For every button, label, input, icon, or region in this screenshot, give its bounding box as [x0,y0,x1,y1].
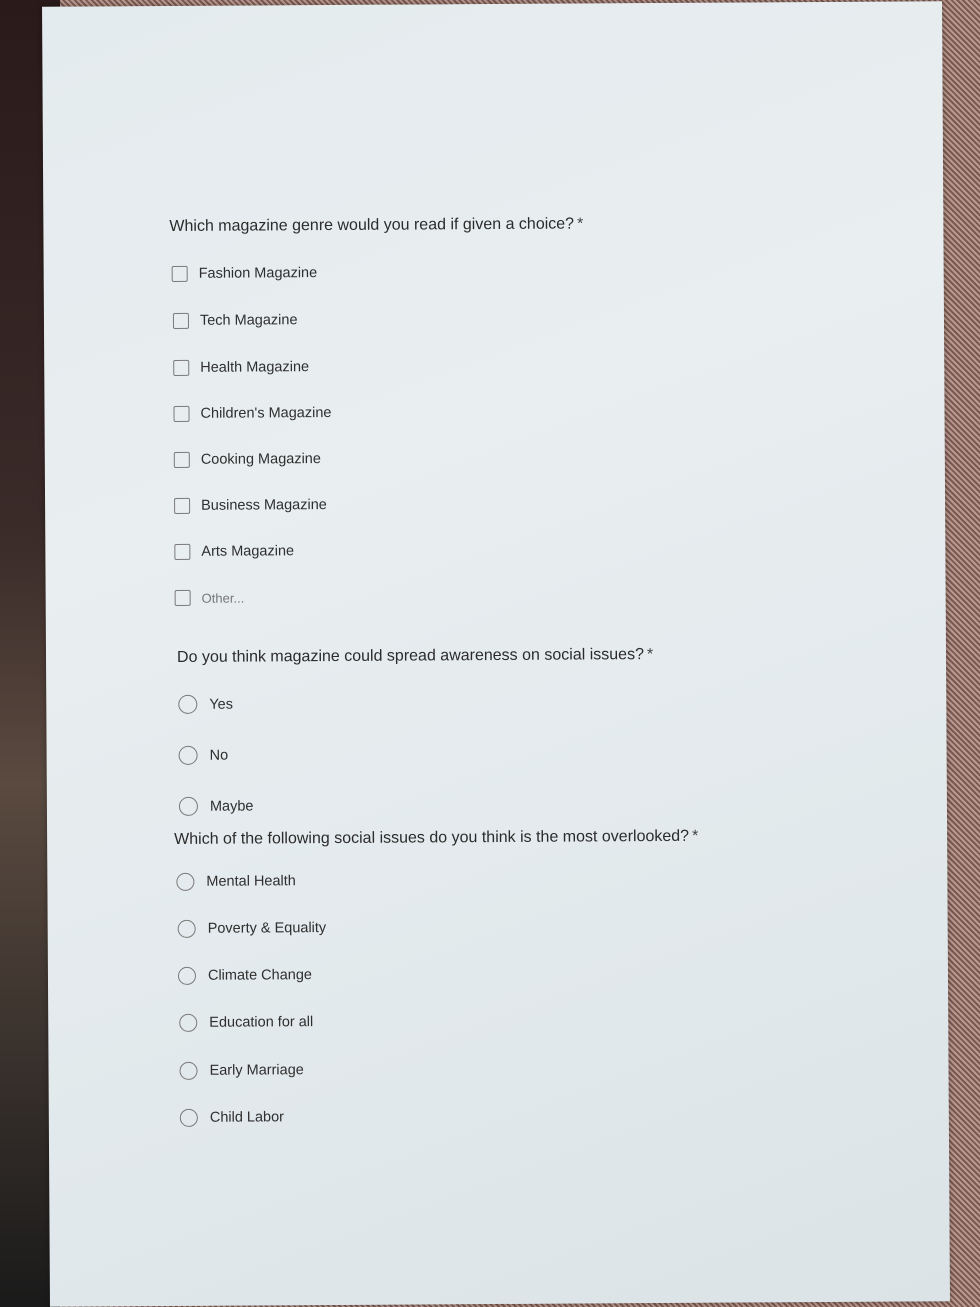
option-label: Mental Health [206,873,296,890]
checkbox-icon[interactable] [175,590,191,606]
option-label: Poverty & Equality [207,920,327,937]
radio-option[interactable] [178,695,233,714]
radio-option[interactable] [178,966,312,985]
radio-option[interactable] [179,796,254,815]
option-label: Other... [201,590,245,606]
radio-option[interactable] [178,919,327,938]
radio-icon[interactable] [179,1062,197,1080]
radio-icon[interactable] [178,967,196,985]
radio-option[interactable] [176,872,296,891]
radio-icon[interactable] [178,920,196,938]
option-label: Health Magazine [200,359,310,376]
option-label: No [209,747,229,764]
required-asterisk: * [692,827,699,845]
option-label: Children's Magazine [200,405,332,422]
option-label: Maybe [209,797,254,815]
question-text: Which magazine genre would you read if given a choice? [169,215,575,235]
checkbox-option[interactable] [173,359,309,376]
required-asterisk: * [577,215,584,233]
checkbox-icon[interactable] [174,544,190,560]
option-label: Fashion Magazine [198,265,318,282]
option-label: Education for all [209,1014,314,1031]
option-label: Early Marriage [209,1062,304,1079]
question-overlooked-issue [174,828,698,849]
option-label: Tech Magazine [199,312,298,329]
option-label: Child Labor [209,1109,285,1126]
radio-option[interactable] [180,1108,284,1127]
radio-option[interactable] [179,746,229,765]
checkbox-option[interactable] [174,451,321,468]
radio-icon[interactable] [179,746,198,765]
checkbox-option[interactable] [174,497,327,514]
checkbox-icon[interactable] [173,406,189,422]
question-magazine-genre [169,215,583,236]
required-asterisk: * [646,646,654,664]
radio-icon[interactable] [179,1014,197,1032]
checkbox-icon[interactable] [174,452,190,468]
question-text: Which of the following social issues do you think is the most overlooked? [174,827,690,848]
checkbox-icon[interactable] [174,498,190,514]
checkbox-icon[interactable] [173,313,189,329]
option-label: Climate Change [207,967,312,984]
question-text: Do you think magazine could spread awareness on social issues? [176,646,644,666]
question-awareness [177,646,653,667]
option-label: Arts Magazine [201,543,295,560]
radio-icon[interactable] [176,873,194,891]
radio-option[interactable] [179,1061,303,1080]
option-label: Cooking Magazine [200,451,321,468]
option-label: Yes [209,696,234,713]
checkbox-icon[interactable] [172,266,188,282]
checkbox-option[interactable] [172,265,318,282]
checkbox-option-other[interactable] [175,590,245,606]
radio-icon[interactable] [179,797,198,816]
option-label: Business Magazine [201,497,327,514]
radio-icon[interactable] [180,1109,198,1127]
radio-icon[interactable] [178,695,197,714]
checkbox-option[interactable] [173,405,331,422]
printed-form-page [42,1,950,1306]
radio-option[interactable] [179,1013,313,1032]
checkbox-option[interactable] [173,312,298,329]
checkbox-icon[interactable] [173,360,189,376]
checkbox-option[interactable] [174,543,294,560]
